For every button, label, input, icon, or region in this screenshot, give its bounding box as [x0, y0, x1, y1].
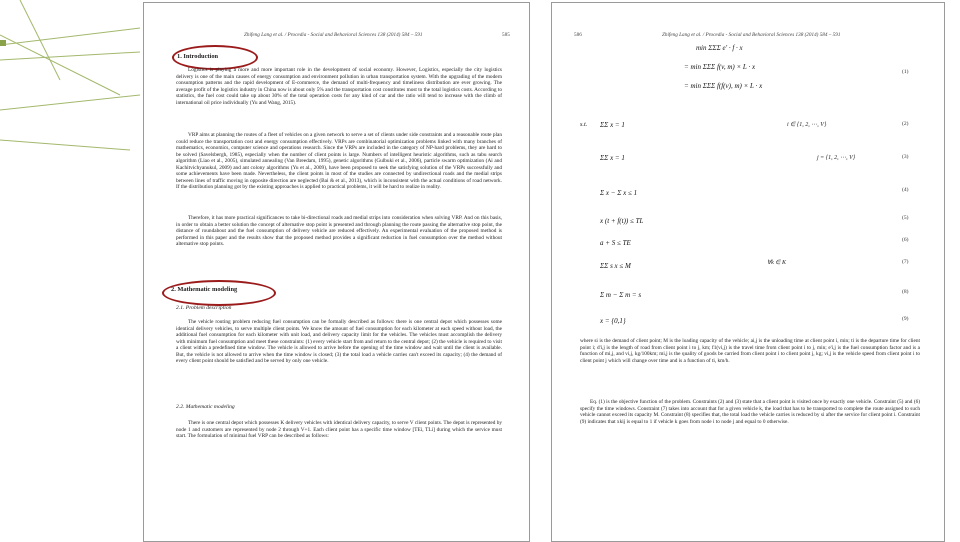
intro-paragraph-2: VRP aims at planning the routes of a fleet of vehicles on a given network to serve a set of clients under side constraints and a reasonable route plan could reduce the transportation cost and energy consumption effectively. VRPs are combinatorial optimization problems linked with many branches of mathematics, economics, computer science and operations research. Since the VRPs are included in the category of NP-hard problems, they are hard to be solved (Savelsbergh, 1985), especially when the number of client points is large. Numbers of intelligent heuristic algorithms, such as tabu search algorithm (Liao et al., 2005), simulated annealing (Van Breedam, 1995), genetic algorithms (Gulbuki et al., 2006), particle swarm optimization (Ai and Kachitvichyanukul, 2009) and ant colony algorithms (Yu et al., 2009), have been proposed to seek the satisfying solution of the VRPs successfully and some achievements have been made. Nevertheless, the client points in most of the studies are connected by undirectional roads and the medial strips between lines of traffic moving in opposite direction are neglected (Bai & et al., 2013), which is inconsistent with the actual conditions of road network. If the distribution planning got by the existing approaches is applied to practical problems, it will be hard to realize in reality.	[176, 132, 502, 190]
subject-to-label: s.t.	[580, 121, 588, 128]
equation-8	[592, 283, 742, 305]
svg-text:= min ΣΣΣ f(f(v), m) × L · x: = min ΣΣΣ f(f(v), m) × L · x	[684, 82, 763, 90]
svg-text:x (t + f(t)) ≤ TL: x (t + f(t)) ≤ TL	[600, 217, 644, 225]
decorative-stripes	[0, 0, 140, 540]
equation-number-2: (2)	[902, 121, 909, 127]
page-number: 586	[574, 32, 582, 38]
paper-page-right	[551, 2, 945, 542]
equation-6	[592, 231, 742, 253]
section-title-introduction: 1. Introduction	[177, 53, 219, 60]
svg-text:a + S ≤ TE: a + S ≤ TE	[600, 239, 631, 247]
equation-number-7: (7)	[902, 259, 909, 265]
subsection-title-problem-description: 2.1. Problem description	[176, 305, 232, 311]
equation-number-1: (1)	[902, 69, 909, 75]
equation-number-3: (3)	[902, 154, 909, 160]
svg-text:ΣΣ x = 1: ΣΣ x = 1	[600, 154, 625, 162]
highlight-oval-mathematic-modeling	[162, 280, 276, 306]
svg-text:min ΣΣΣ e' · f · x: min ΣΣΣ e' · f · x	[696, 44, 743, 52]
equation-1-objective	[592, 41, 892, 99]
equation-7-condition: ∀k ∈ K	[767, 260, 786, 266]
equation-3	[592, 146, 742, 168]
mathematic-modeling-paragraph: There is one central depot which possesses K delivery vehicles with identical delivery capacity, to serve V client points. The depot is represented by node 1 and customers are represented by node 2 through V+1. Each client point has a specific time window [TEi, TLi] during which the service must start. The formulation of minimal fuel VRP can be described as follows:	[176, 420, 502, 439]
svg-text:ΣΣ x = 1: ΣΣ x = 1	[600, 121, 625, 129]
equation-number-4: (4)	[902, 187, 909, 193]
equation-number-8: (8)	[902, 289, 909, 295]
svg-text:ΣΣ s x ≤ M: ΣΣ s x ≤ M	[600, 262, 631, 270]
equation-4	[592, 181, 742, 203]
paper-page-left	[143, 2, 530, 542]
intro-paragraph-3: Therefore, it has more practical significances to take bi-directional roads and medial strips into consideration when solving VRP. And on this basis, in order to obtain a better solution the concept of alternative stop point is presented and through planning the route passing the alternative stop point, the distance of roundabout and the fuel consumption of delivery vehicle are reduced effectively. An experimental evaluation of the proposed method is performed in this paper and the results show that the proposed method provides a significant reduction in fuel consumption over the method without alternative stop points.	[176, 215, 502, 247]
svg-text:Σ x − Σ x ≤ 1: Σ x − Σ x ≤ 1	[600, 189, 638, 197]
equation-number-5: (5)	[902, 215, 909, 221]
page-number: 585	[502, 32, 510, 38]
equation-5	[592, 209, 742, 231]
constraint-explanation-paragraph: Eq. (1) is the objective function of the problem. Constraints (2) and (3) state that a client point is visited once by exactly one vehicle. Constraint (5) and (6) specify the time windows. Constraint (7) takes into account that for a given vehicle k, the load that has to be transported to complete the route assigned to such vehicle cannot exceed its capacity M. Constraint (8) specifies that, the total load the vehicle carries is reduced by si after the service for client point i. Constraint (9) indicates that xkij is equal to 1 if vehicle k goes from node i to node j and equal to 0 otherwise.	[580, 399, 920, 425]
subsection-title-mathematic-modeling: 2.2. Mathematic modeling	[176, 404, 235, 410]
equation-9	[592, 309, 742, 331]
running-head: Zhifeng Lang et al. / Procedia - Social and Behavioral Sciences 138 (2014) 584 – 591	[662, 32, 841, 38]
section-title-mathematic-modeling: 2. Mathematic modeling	[171, 286, 238, 293]
running-head: Zhifeng Lang et al. / Procedia - Social and Behavioral Sciences 138 (2014) 584 – 591	[244, 32, 423, 38]
equation-2-condition: i ∈ {1, 2, ⋯, V}	[787, 122, 827, 128]
svg-text:= min ΣΣΣ f(v, m) × L · x: = min ΣΣΣ f(v, m) × L · x	[684, 63, 756, 71]
svg-text:Σ m − Σ m = s: Σ m − Σ m = s	[600, 291, 642, 299]
svg-text:x = {0,1}: x = {0,1}	[600, 317, 626, 325]
equation-number-6: (6)	[902, 237, 909, 243]
equation-2	[592, 113, 742, 135]
equation-number-9: (9)	[902, 316, 909, 322]
problem-description-paragraph: The vehicle routing problem reducing fuel consumption can be formally described as follows: there is one central depot which possesses some identical delivery vehicles, to serve multiple client points. We know the amount of fuel consumption for each kilometer at each speed without load, the additional fuel consumption for each kilometer with unit load, and delivery capacity limit for the vehicles. The vehicles must accomplish the delivery with minimum fuel consumption and meet these constraints: (1) every vehicle start from and return to the central depot; (2) the vehicle is required to visit a client within a predefined time window. The vehicle is allowed to arrive before the opening of the time window and wait until the client is available. But, the vehicle is not allowed to arrive when the time window is closed; (3) the total load a vehicle carries can't exceed its capacity; (4) the demand of every client point should be satisfied and be served by only one vehicle.	[176, 319, 502, 364]
intro-paragraph-1: Logistics is playing a more and more important role in the development of social economy. However, Logistics, especially the city logistics delivery is one of the main causes of energy consumption and environment pollution in urban transportation system. With the upgrading of the modern consumption patterns and the rapid development of E-commerce, the demand of multi-frequency and timeliness distribution are ever growing. The average profit of the logistics industry in China now is about only 5% and the transportation cost constitutes most to the total logistics costs. According to statistics, the fuel cost could take up about 30% of the total operation costs for any kind of car and the ratio will tend to increase with the climb of international oil price individually (Yu and Wang, 2015).	[176, 67, 502, 106]
equation-7	[592, 254, 742, 276]
equation-3-condition: j = {1, 2, ⋯, V}	[817, 155, 856, 161]
variable-definitions-paragraph: where si is the demand of client point; M is the loading capacity of the vehicle; ai,j is the unloading time at client point i, min; ti is the departure time for client point i; d'i,j is the length of road from client point i to j, km; f1(vi,j) is the travel time from client point i to j, min; e'i,j is the fuel consumption factor and is a function of mi,j, and vi,j, kg/100km; mi,j is the quality of goods be carried from client point i to client point j, kg; vi,j is the vehicle speed from client point i to client point j which will change over time and is a function of ti, km/h.	[580, 338, 920, 364]
